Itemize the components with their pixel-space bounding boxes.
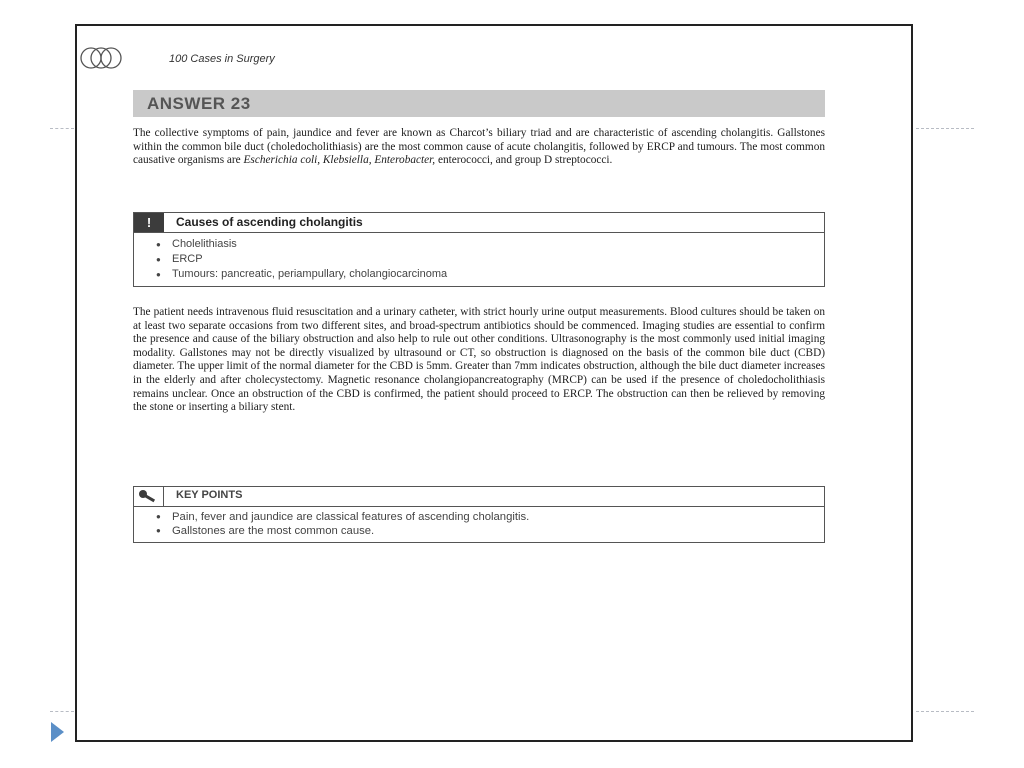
book-logo-icon: [79, 46, 131, 70]
slide-guide-top-left: [50, 128, 74, 129]
slide-guide-bottom-right: [916, 711, 974, 712]
list-item: ● Cholelithiasis: [156, 237, 824, 252]
paragraph-management: The patient needs intravenous fluid resuscitation and a urinary catheter, with strict hourly urine output measurements. Blood cultures should be taken on at least two separate occasions from two different sites, and broad-spectrum antibiotics should be commenced. Imaging studies are essential to confirm the presence and cause of the biliary obstruction and also help to rule out other conditions. Ultrasonography is the most commonly used initial imaging modality. Gallstones may not be directly visualized by ultrasound or CT, so obstruction is diagnosed on the basis of the common bile duct (CBD) diameter. The upper limit of the normal diameter for the CBD is 5mm. Greater than 7mm indicates obstruction, although the bile duct diameter increases in the elderly and after cholecystectomy. Magnetic resonance cholangiopancreatography (MRCP) can be used if the presence of choledocholithiasis remains unclear. Once an obstruction of the CBD is confirmed, the patient should proceed to ERCP. The obstruction can then be relieved by removing the stone or inserting a biliary stent.: [133, 306, 825, 414]
list-item: ● Tumours: pancreatic, periampullary, cholangiocarcinoma: [156, 267, 824, 282]
slide-guide-top-right: [916, 128, 974, 129]
paragraph-charcot-triad: [133, 127, 825, 168]
key-icon: [134, 487, 164, 506]
list-item: ● ERCP: [156, 252, 824, 267]
slide-guide-bottom-left: [50, 711, 74, 712]
causes-box-header: [134, 213, 824, 233]
organism-names: Escherichia coli, Klebsiella, Enterobacter,: [243, 154, 436, 167]
causes-box-title: Causes of ascending cholangitis: [176, 215, 363, 229]
answer-heading: ANSWER 23: [147, 94, 251, 113]
running-head: 100 Cases in Surgery: [169, 53, 275, 65]
slide-bullet-arrow-icon: [51, 722, 64, 742]
key-points-title: KEY POINTS: [176, 489, 243, 501]
list-item: ● Pain, fever and jaundice are classical features of ascending cholangitis.: [156, 510, 824, 524]
book-page: [75, 24, 913, 742]
key-points-list: [134, 507, 824, 544]
paragraph-text: The collective symptoms of pain, jaundice and fever are known as Charcot’s biliary triad and are characteristic of ascending cholangitis. Gallstones within the common bile duct (choledocholithiasis) are the most common cause of acute cholangitis, followed by ERCP and tumours. The most common causative organisms are: [133, 127, 825, 167]
answer-heading-bar: [133, 90, 825, 117]
key-points-box: [133, 486, 825, 543]
causes-box: [133, 212, 825, 287]
key-points-header: [134, 487, 824, 507]
exclamation-icon: !: [134, 213, 164, 232]
paragraph-tail: enterococci, and group D streptococci.: [435, 154, 613, 167]
list-item: ● Gallstones are the most common cause.: [156, 524, 824, 538]
causes-list: [134, 233, 824, 288]
